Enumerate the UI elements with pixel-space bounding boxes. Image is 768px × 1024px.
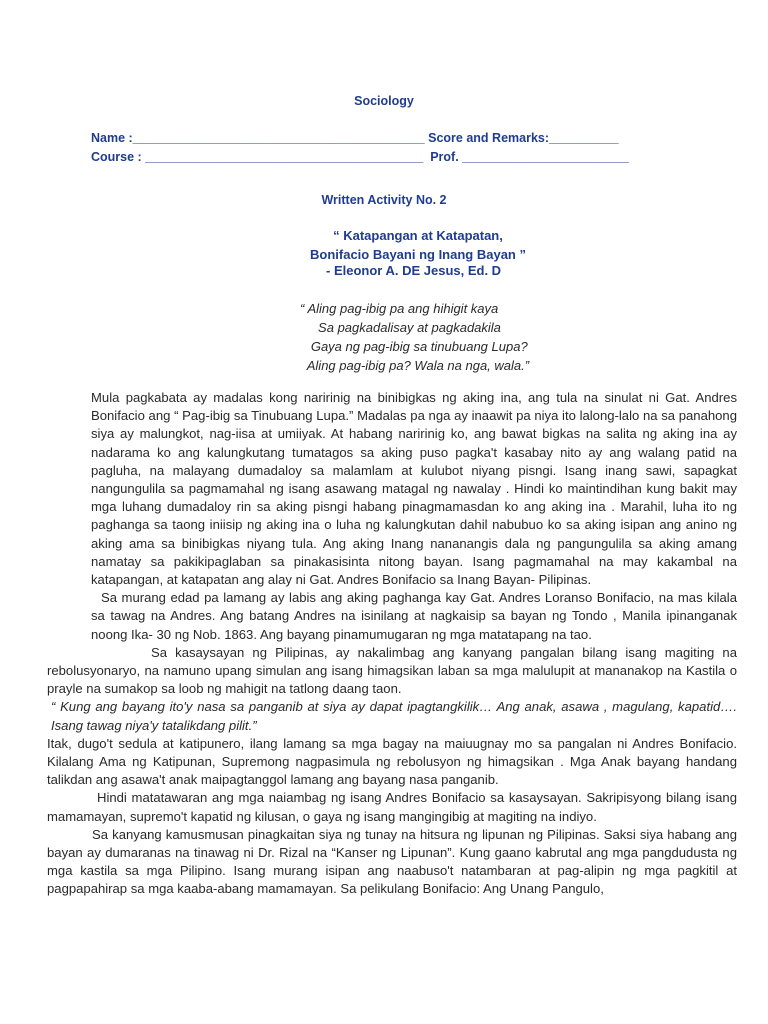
name-score-line: Name :__________________________________________ Score and Remarks:__________ bbox=[91, 131, 619, 145]
essay-title-line-1: “ Katapangan at Katapatan, bbox=[333, 228, 503, 243]
quote-paragraph bbox=[51, 698, 737, 734]
essay-body bbox=[47, 389, 737, 899]
poem-line: “ Aling pag-ibig pa ang hihigit kaya bbox=[300, 301, 499, 316]
poem-block bbox=[300, 299, 529, 375]
poem-line: Sa pagkadalisay at pagkadakila bbox=[300, 320, 501, 335]
paragraph-3-text: Sa kasaysayan ng Pilipinas, ay nakalimbag ang kanyang pangalan bilang isang magiting na rebolusyonaryo, na namuno upang simulan ang isang himagsikan laban sa mga malulupit at mananakop na Kastila o prayle na sumakop sa loob ng mahigit na tatlong daang taon. bbox=[47, 644, 737, 697]
paragraph-5-text: Hindi matatawaran ang mga naiambag ng isang Andres Bonifacio sa kasaysayan. Sakripisyong bilang isang mamamayan, supremo't kapatid ng kilusan, o gaya ng isang mangingibig at magiting na indiyo. bbox=[47, 790, 737, 824]
paragraph-6-text: Sa kanyang kamusmusan pinagkaitan siya ng tunay na hitsura ng lipunan ng Pilipinas. Saksi siya habang ang bayan ay dumaranas na tinawag ni Dr. Rizal na “Kanser ng Lipunan”. Kung gaano kabrutal ang mga pangdudusta ng mga kastila sa mga Pilipino. Isang murang isipan ang naabuso't natambaran at pag-alipin ng mga pagkitil at pagpapahirap sa mga kaaba-abang mamamayan. Sa pelikulang Bonifacio: Ang Unang Pangulo, bbox=[47, 826, 737, 897]
paragraph-4 bbox=[47, 735, 737, 790]
paragraph-2 bbox=[91, 589, 737, 644]
paragraph-6 bbox=[47, 826, 737, 899]
paragraph-1 bbox=[91, 389, 737, 589]
activity-title: Written Activity No. 2 bbox=[321, 193, 447, 207]
essay-title bbox=[0, 226, 768, 264]
paragraph-5 bbox=[47, 789, 737, 825]
paragraph-4-text: Itak, dugo't sedula at katipunero, ilang lamang sa mga bagay na maiuugnay mo sa pangalan ni Andres Bonifacio. Kilalang Ama ng Katipunan, Supremong nagpasimula ng rebolusyon ng himagsikan . Mga Anak bayang handang talikdan ang asawa't anak maipagtanggol lamang ang bayang nasa panganib. bbox=[47, 735, 737, 788]
poem-line: Gaya ng pag-ibig sa tinubuang Lupa? bbox=[300, 339, 528, 354]
quote-text: “ Kung ang bayang ito'y nasa sa panganib at siya ay dapat ipagtangkilik… Ang anak, asawa , magulang, kapatid…. Isang tawag niya'y tatalikdang pilit.” bbox=[51, 699, 737, 733]
paragraph-1-text: Mula pagkabata ay madalas kong naririnig na binibigkas ng aking ina, ang tula na sinulat ni Gat. Andres Bonifacio ang “ Pag-ibig sa Tinubuang Lupa.” Madalas pa nga ay inaawit pa niya ito lalong-lalo na sa panahong siya ay malungkot, nag-iisa at umiiyak. At habang naririnig ko, ang bawat bigkas na salita ng aking ina ay nadarama ko ang kalungkutang tumatagos sa aking puso pagka't kasabay nito ay ang walang patid na pagluha, na malayang dumadaloy sa malamlam at kulubot niyang pisngi. Isang inang sawi, sapagkat nangungulila sa pagmamahal ng isang asawang matagal ng nawalay . Hindi ko maintindihan kung bakit may mga luhang dumadaloy rin sa aking pisngi habang pinagmamasdan ko ang aking ina . Marahil, luha ito ng paghanga sa taong iniisip ng aking ina o luha ng kalungkutan dahil nabubuo ko sa aking isipan ang anino ng aking ama sa binibigkas niyang tula. Ang aking Inang nananangis dala ng pangungulila sa aking amang namatay sa pakikipaglaban sa pinakasisinta nitong bayan. Isang pagmamahal na may kakambal na katapangan, at katapatan ang alay ni Gat. Andres Bonifacio sa Inang Bayan- Pilipinas. bbox=[91, 390, 737, 588]
course-prof-line: Course : ________________________________________ Prof. ________________________ bbox=[91, 150, 629, 164]
poem-line: Aling pag-ibig pa? Wala na nga, wala.” bbox=[300, 358, 530, 373]
essay-title-line-2: Bonifacio Bayani ng Inang Bayan ” bbox=[310, 247, 526, 262]
paragraph-2-text: Sa murang edad pa lamang ay labis ang aking paghanga kay Gat. Andres Loranso Bonifacio, na mas kilala sa tawag na Andres. Ang batang Andres na isinilang at nagkaisip sa bayan ng Tondo , Manila ipinanganak noong Ika- 30 ng Nob. 1863. Ang bayang pinamumugaran ng mga matatapang na tao. bbox=[91, 590, 737, 642]
paragraph-3 bbox=[47, 644, 737, 699]
essay-author: - Eleonor A. DE Jesus, Ed. D bbox=[326, 263, 502, 278]
subject-title: Sociology bbox=[354, 94, 414, 108]
